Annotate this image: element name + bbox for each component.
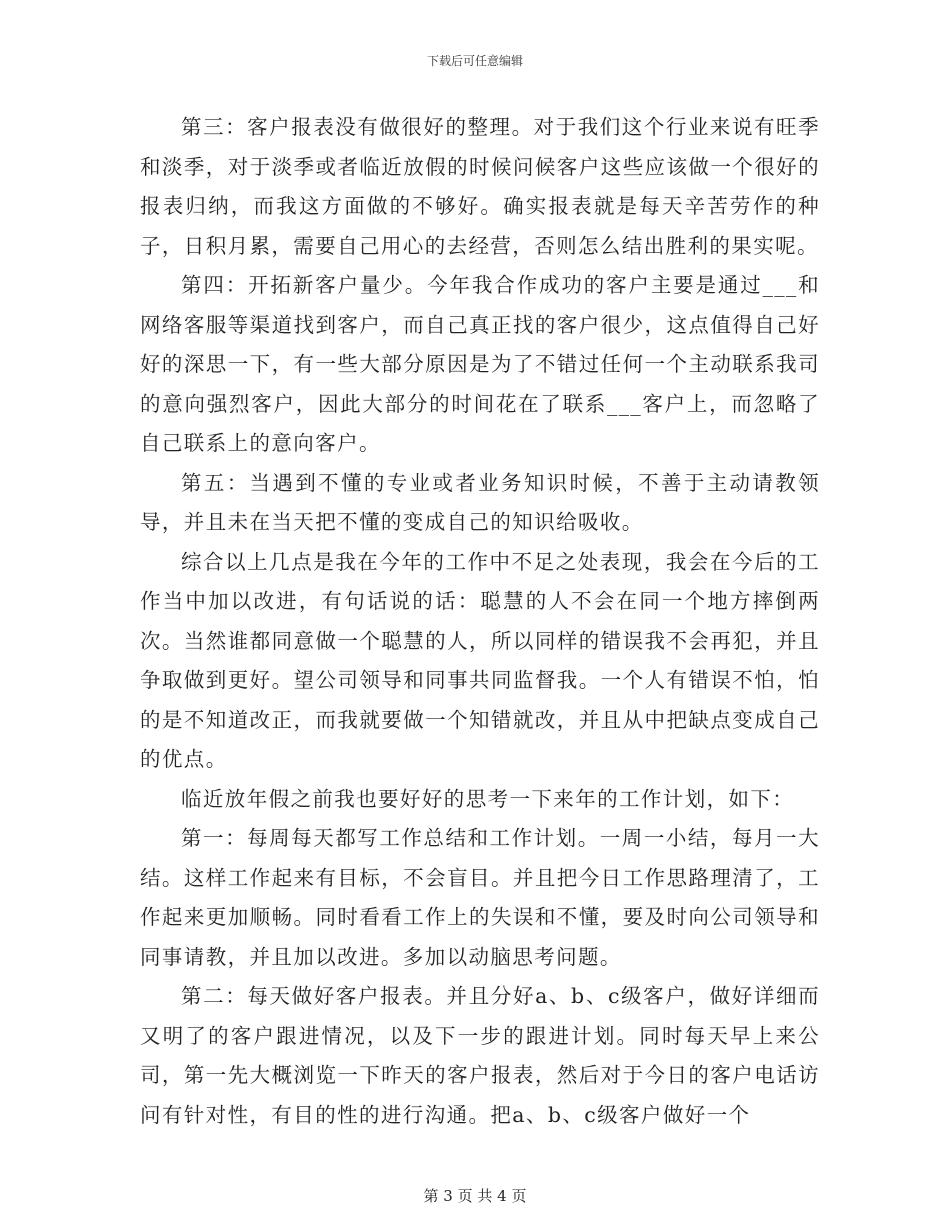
page-number: 第 3 页 共 4 页	[423, 1187, 527, 1205]
paragraph-3: 第五：当遇到不懂的专业或者业务知识时候，不善于主动请教领导，并且未在当天把不懂的变成自己的知识给吸收。	[140, 470, 820, 534]
paragraph-4: 综合以上几点是我在今年的工作中不足之处表现，我会在今后的工作当中加以改进，有句话说的话：聪慧的人不会在同一个地方摔倒两次。当然谁都同意做一个聪慧的人，所以同样的错误我不会再犯，并且争取做到更好。望公司领导和同事共同监督我。一个人有错误不怕，怕的是不知道改正，而我就要做一个知错就改，并且从中把缺点变成自己的优点。	[140, 549, 820, 771]
document-body	[140, 108, 820, 1135]
page-header: 下载后可任意编辑	[426, 54, 523, 68]
paragraph-6: 第一：每周每天都写工作总结和工作计划。一周一小结，每月一大结。这样工作起来有目标，不会盲目。并且把今日工作思路理清了，工作起来更加顺畅。同时看看工作上的失误和不懂，要及时向公司领导和同事请教，并且加以改进。多加以动脑思考问题。	[140, 826, 820, 969]
paragraph-5: 临近放年假之前我也要好好的思考一下来年的工作计划，如下：	[181, 786, 795, 811]
paragraph-7: 第二：每天做好客户报表。并且分好a、b、c级客户，做好详细而又明了的客户跟进情况，以及下一步的跟进计划。同时每天早上来公司，第一先大概浏览一下昨天的客户报表，然后对于今日的客户电话访问有针对性，有目的性的进行沟通。把a、b、c级客户做好一个	[140, 984, 820, 1127]
paragraph-1: 第三：客户报表没有做很好的整理。对于我们这个行业来说有旺季和淡季，对于淡季或者临近放假的时候问候客户这些应该做一个很好的报表归纳，而我这方面做的不够好。确实报表就是每天辛苦劳作的种子，日积月累，需要自己用心的去经营，否则怎么结出胜利的果实呢。	[140, 115, 820, 258]
paragraph-2: 第四：开拓新客户量少。今年我合作成功的客户主要是通过___和网络客服等渠道找到客户，而自己真正找的客户很少，这点值得自己好好的深思一下，有一些大部分原因是为了不错过任何一个主动联系我司的意向强烈客户，因此大部分的时间花在了联系___客户上，而忽略了自己联系上的意向客户。	[140, 273, 820, 455]
